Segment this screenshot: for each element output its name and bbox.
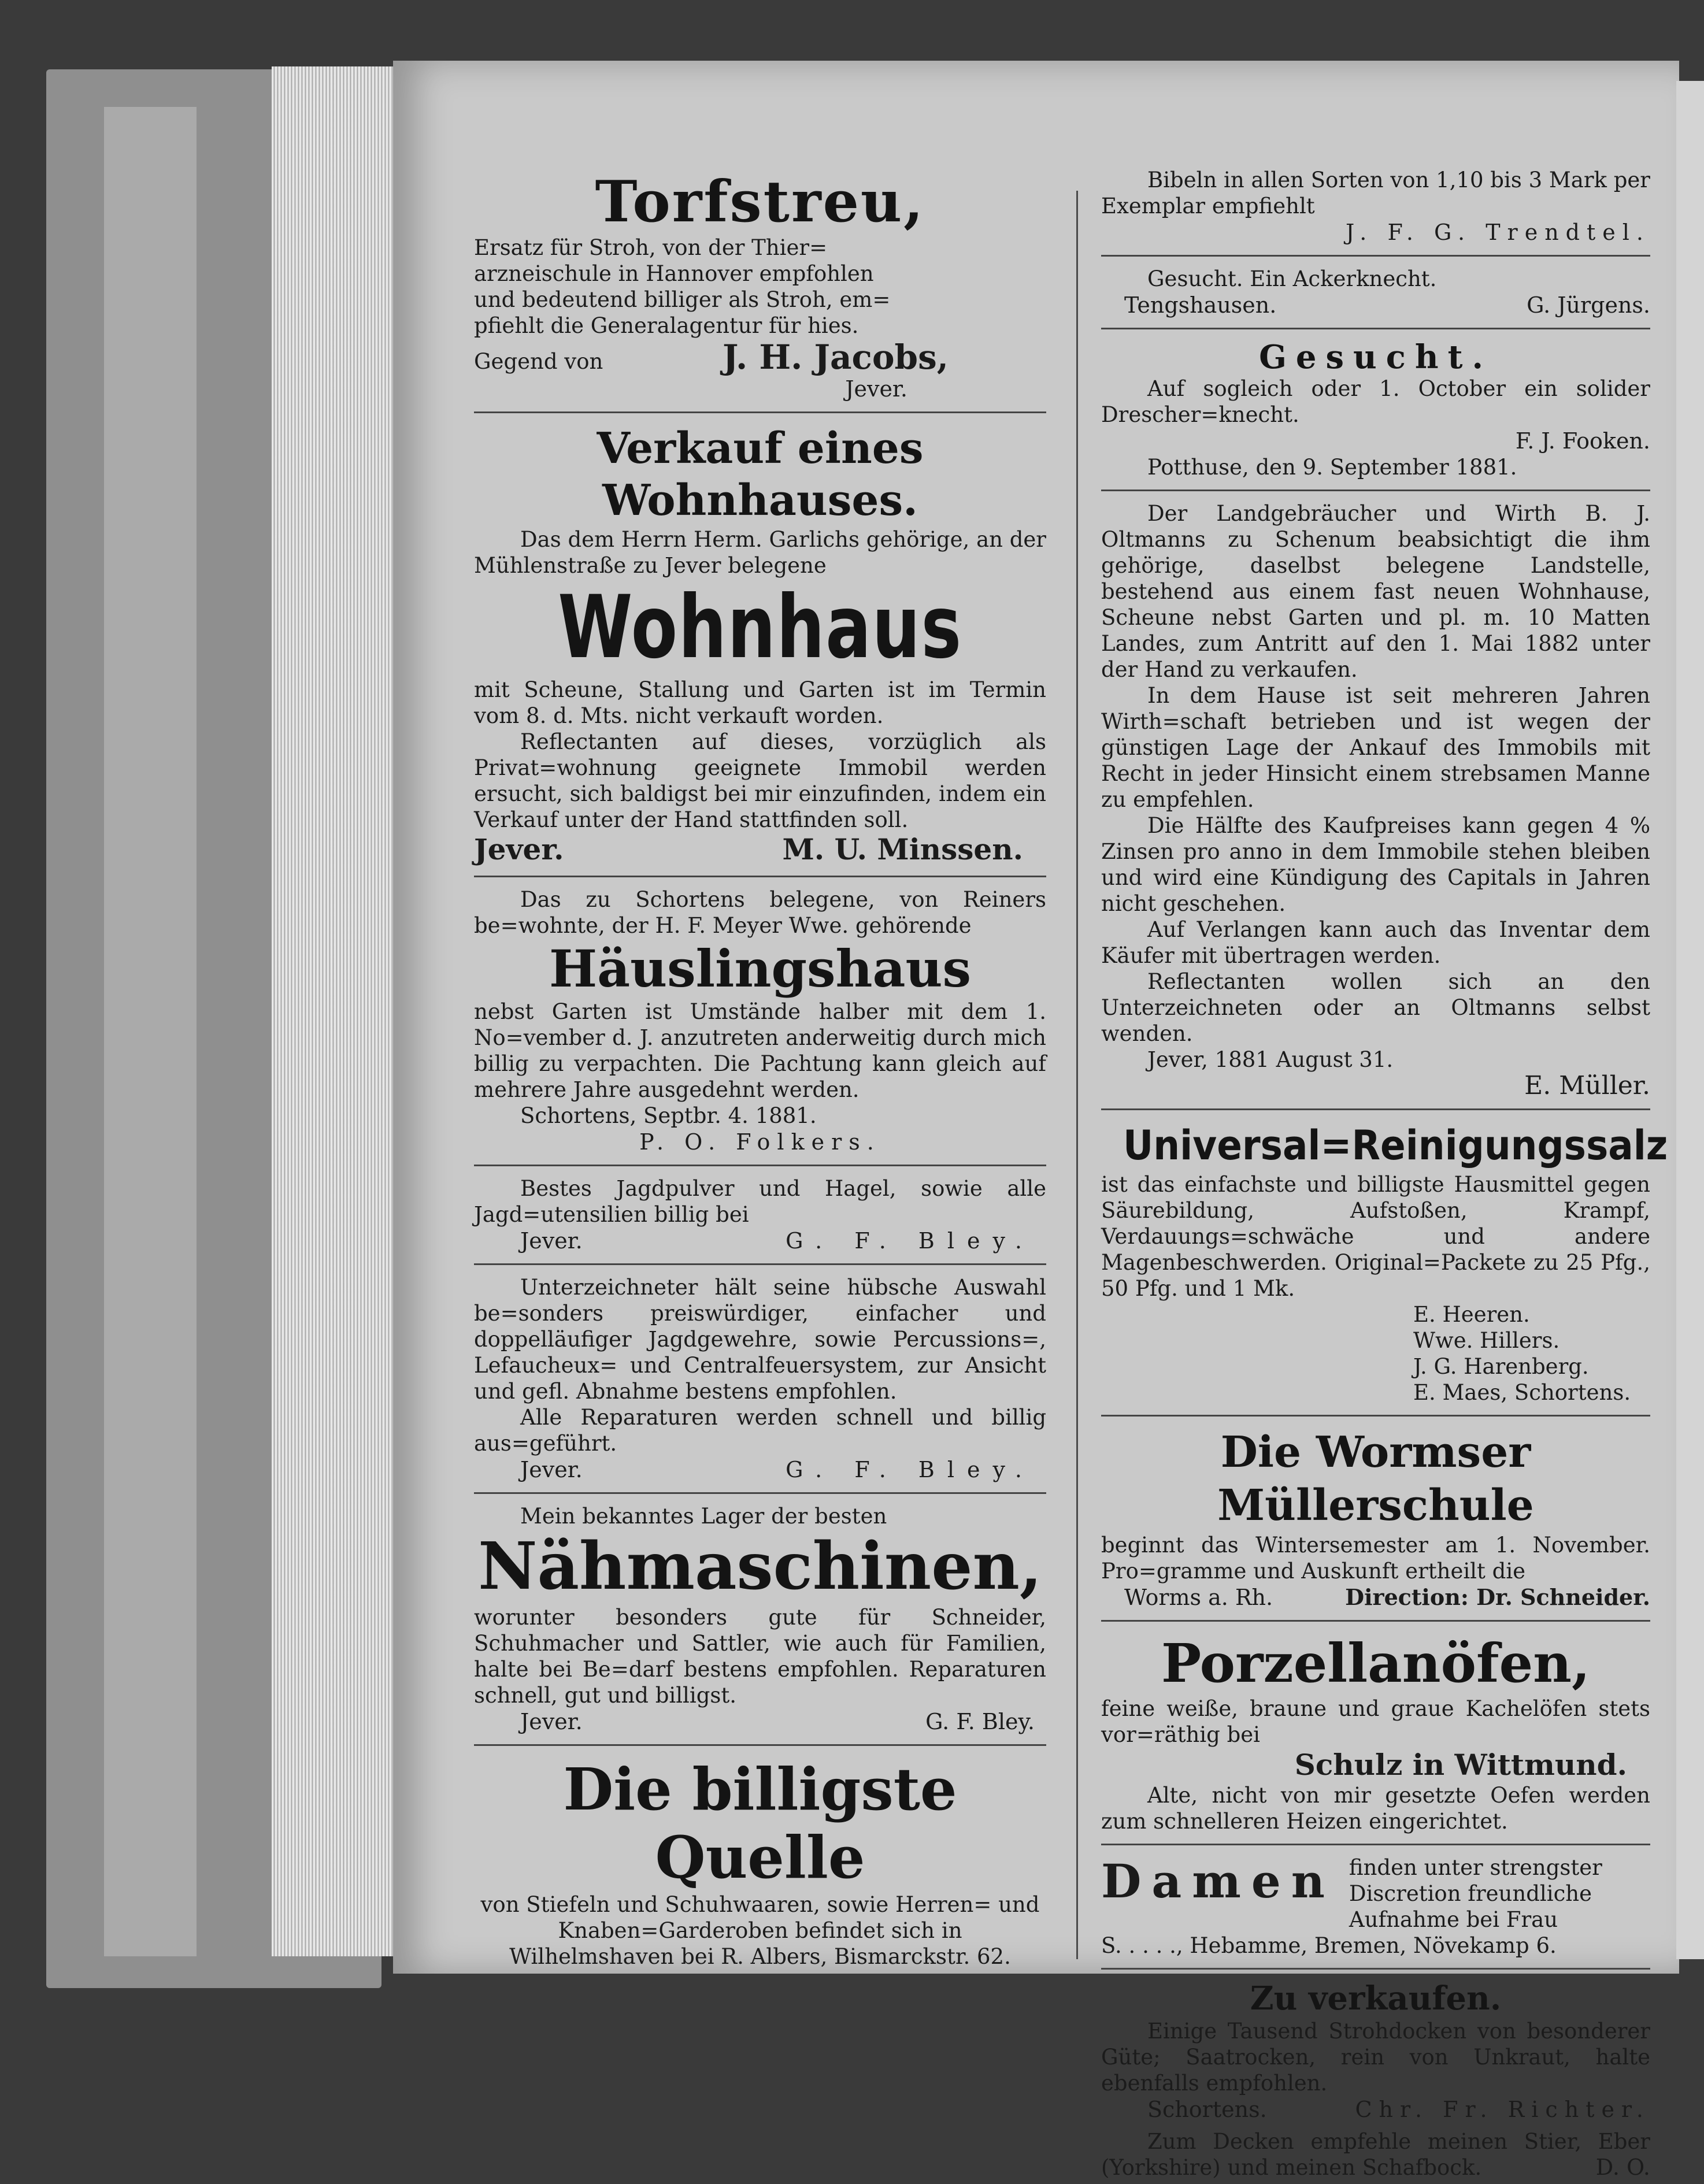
ad-body: Unterzeichneter hält seine hübsche Auswahl be=sonders preiswürdiger, einfacher und doppelläufiger Jagdgewehre, sowie Percussions=, Lefaucheux= und Centralfeuersystem, zur Ansicht und gefl. Abnahme bestens empfohlen. — [474, 1275, 1046, 1404]
ad-separator — [474, 411, 1046, 413]
ad-body: von Stiefeln und Schuhwaaren, sowie Herren= und Knaben=Garderoben befindet sich in Wilhelmshaven bei R. Albers, Bismarckstr. 62. — [480, 1892, 1040, 1969]
ad-heading: Gesucht. — [1259, 338, 1492, 376]
seller-name: E. Maes, Schortens. — [1413, 1380, 1631, 1405]
column-rule — [1076, 191, 1078, 1959]
advertiser-signature: E. Müller. — [1524, 1071, 1650, 1100]
ad-separator — [1101, 1108, 1650, 1110]
ad-body: mit Scheune, Stallung und Garten ist im Termin vom 8. d. Mts. nicht verkauft worden. — [474, 677, 1046, 728]
ad-body: Der Landgebräucher und Wirth B. J. Oltmanns zu Schenum beabsichtigt die ihm gehörige, daselbst belegene Landstelle, bestehend aus einem fast neuen Wohnhause, Scheune nebst Garten und pl. m. 10 Matten Landes, zum Antritt auf den 1. Mai 1882 unter der Hand zu verkaufen. — [1101, 501, 1650, 682]
ad-separator — [1101, 1415, 1650, 1417]
ad-heading: Nähmaschinen, — [478, 1529, 1042, 1604]
ad-naehmaschinen — [474, 1501, 1046, 1738]
advertiser-place: Jever. — [474, 832, 564, 866]
ad-body: beginnt das Wintersemester am 1. November. Pro=gramme und Auskunft ertheilt die — [1101, 1533, 1650, 1584]
advertiser-signature: J. F. G. Trendtel. — [1346, 220, 1650, 245]
ad-separator — [1101, 1968, 1650, 1970]
ad-heading: Zu verkaufen. — [1250, 1979, 1502, 2018]
seller-name: J. G. Harenberg. — [1413, 1354, 1589, 1379]
ad-body: feine weiße, braune und graue Kachelöfen stets vor=räthig bei — [1101, 1696, 1650, 1747]
ad-heading: Die Wormser Müllerschule — [1217, 1427, 1534, 1530]
ad-body: S. . . . ., Hebamme, Bremen, Növekamp 6. — [1101, 1933, 1557, 1958]
facing-page-edge — [1676, 81, 1704, 1959]
advertiser-place: Jever. — [520, 1709, 583, 1734]
ad-universal-reinigungssalz — [1101, 1117, 1668, 1409]
left-column — [474, 168, 1046, 1973]
advertiser-signature: F. J. Fooken. — [1515, 428, 1650, 454]
ad-body: finden unter strengster Discretion freundliche Aufnahme bei Frau — [1349, 1855, 1602, 1932]
book-cover-inner — [104, 107, 197, 1956]
advertiser-place: Jever. — [845, 376, 907, 402]
ad-display-word: Wohnhaus — [558, 577, 962, 678]
ad-body: Alle Reparaturen werden schnell und billig aus=geführt. — [474, 1405, 1046, 1456]
ad-heading: Universal=Reinigungssalz — [1123, 1122, 1668, 1169]
advertiser-place: Worms a. Rh. — [1124, 1585, 1273, 1610]
ad-billigste-quelle — [474, 1753, 1046, 1973]
advertiser-place: Schortens. — [1147, 2097, 1267, 2122]
advertiser-place: Jever. — [520, 1228, 583, 1254]
ad-intro: Das zu Schortens belegene, von Reiners be=wohnte, der H. F. Meyer Wwe. gehörende — [474, 887, 1046, 938]
right-column — [1101, 165, 1668, 2184]
ad-separator — [1101, 1844, 1650, 1845]
ad-intro: Das dem Herrn Herm. Garlichs gehörige, an der Mühlenstraße zu Jever belegene — [474, 527, 1046, 578]
ad-separator — [474, 1492, 1046, 1494]
advertiser-place: Tengshausen. — [1124, 292, 1277, 318]
advertiser-signature: G. Jürgens. — [1527, 292, 1650, 318]
ad-note: Alte, nicht von mir gesetzte Oefen werden zum schnelleren Heizen eingerichtet. — [1101, 1783, 1650, 1834]
ad-zu-verkaufen — [1101, 1977, 1650, 2126]
ad-heading: Torfstreu, — [595, 169, 925, 235]
ad-separator — [474, 876, 1046, 877]
advertiser-place: Jever. — [520, 1457, 583, 1482]
advertiser-signature: Chr. Fr. Richter. — [1355, 2097, 1650, 2122]
advertiser-signature: G. F. Bley. — [925, 1709, 1035, 1734]
advertiser-signature: J. H. Jacobs, — [723, 338, 949, 377]
seller-name: E. Heeren. — [1413, 1302, 1530, 1327]
ad-separator — [474, 1263, 1046, 1265]
ad-separator — [474, 1165, 1046, 1166]
ad-damen — [1101, 1852, 1650, 1962]
ad-haeuslingshaus — [474, 884, 1046, 1159]
advertiser-signature: M. U. Minssen. — [782, 832, 1023, 866]
ad-line: pfiehlt die Generalagentur für hies. — [474, 313, 859, 338]
ad-body: Auf Verlangen kann auch das Inventar dem Käufer mit übertragen werden. — [1101, 917, 1650, 968]
ad-porzellanoefen — [1101, 1629, 1650, 1838]
ad-verkauf-wohnhaus — [474, 420, 1046, 870]
advertiser-signature: P. O. Folkers. — [639, 1129, 881, 1155]
ad-heading: Damen — [1101, 1854, 1335, 1908]
ad-bibeln — [1101, 165, 1650, 249]
ad-separator — [1101, 1620, 1650, 1622]
ad-wormser-muellerschule — [1101, 1423, 1650, 1614]
ad-heading: Häuslingshaus — [549, 939, 972, 999]
advertiser-signature: Schulz in Wittmund. — [1294, 1748, 1627, 1782]
ad-date: Potthuse, den 9. September 1881. — [1147, 455, 1517, 480]
ad-line: arzneischule in Hannover empfohlen — [474, 261, 874, 286]
ad-separator — [474, 1744, 1046, 1746]
ad-gesucht-drescherknecht — [1101, 336, 1650, 484]
ad-separator — [1101, 255, 1650, 257]
page-edges — [272, 66, 393, 1956]
ad-line: und bedeutend billiger als Stroh, em= — [474, 287, 891, 312]
ad-gesucht-ackerknecht — [1101, 264, 1650, 322]
ad-jagdgewehre — [474, 1272, 1046, 1486]
ad-body: Zum Decken empfehle meinen Stier, Eber (Yorkshire) und meinen Schafbock. — [1101, 2129, 1650, 2180]
ad-body: Einige Tausend Strohdocken von besonderer Güte; Saatrocken, rein von Unkraut, halte ebenfalls empfohlen. — [1101, 2019, 1650, 2096]
ad-date: Jever, 1881 August 31. — [1147, 1047, 1394, 1072]
advertiser-signature: G. F. Bley. — [786, 1228, 1035, 1254]
ad-separator — [1101, 328, 1650, 329]
ad-body: Bibeln in allen Sorten von 1,10 bis 3 Mark per Exemplar empfiehlt — [1101, 168, 1650, 218]
advertiser-signature: G. F. Bley. — [786, 1457, 1035, 1482]
ad-heading: Porzellanöfen, — [1161, 1632, 1591, 1694]
ad-heading: Die billigste Quelle — [563, 1755, 957, 1892]
advertiser-signature: Direction: Dr. Schneider. — [1345, 1584, 1650, 1610]
ad-body: nebst Garten ist Umstände halber mit dem 1. No=vember d. J. anzutreten anderweitig durch mich billig zu verpachten. Die Pachtung kann gleich auf mehrere Jahre ausgedehnt werden. — [474, 999, 1046, 1102]
ad-heading: Verkauf eines Wohnhauses. — [597, 424, 924, 525]
seller-name: Wwe. Hillers. — [1413, 1328, 1560, 1353]
ad-line: Gegend von — [474, 349, 603, 374]
ad-torfstreu — [474, 168, 1046, 406]
ad-body: Die Hälfte des Kaufpreises kann gegen 4 % Zinsen pro anno in dem Immobile stehen bleiben und wird eine Kündigung des Capitals in Jahren nicht geschehen. — [1101, 813, 1650, 916]
advertiser-signature: D. O. — [1595, 2155, 1650, 2180]
ad-body: ist das einfachste und billigste Hausmittel gegen Säurebildung, Aufstoßen, Krampf, Verdauungs=schwäche und andere Magenbeschwerden. Original=Packete zu 25 Pfg., 50 Pfg. und 1 Mk. — [1101, 1172, 1650, 1301]
ad-intro: Mein bekanntes Lager der besten — [520, 1504, 887, 1529]
ad-body: Gesucht. Ein Ackerknecht. — [1147, 266, 1437, 291]
seller-list — [1101, 1301, 1650, 1406]
ad-line: Ersatz für Stroh, von der Thier= — [474, 235, 828, 260]
ad-jagdpulver — [474, 1173, 1046, 1258]
ad-body: Bestes Jagdpulver und Hagel, sowie alle Jagd=utensilien billig bei — [474, 1176, 1046, 1227]
ad-body: Reflectanten wollen sich an den Unterzeichneten oder an Oltmanns selbst wenden. — [1101, 969, 1650, 1046]
ad-body: Auf sogleich oder 1. October ein solider Drescher=knecht. — [1101, 376, 1650, 427]
ad-body: Reflectanten auf dieses, vorzüglich als Privat=wohnung geeignete Immobil werden ersucht, sich baldigst bei mir einzufinden, indem ein Verkauf unter der Hand stattfinden soll. — [474, 729, 1046, 832]
ad-separator — [1101, 490, 1650, 491]
ad-landstelle — [1101, 498, 1650, 1103]
ad-stier — [1101, 2126, 1650, 2184]
ad-date: Schortens, Septbr. 4. 1881. — [520, 1103, 817, 1128]
ad-body: In dem Hause ist seit mehreren Jahren Wirth=schaft betrieben und ist wegen der günstigen Lage der Ankauf des Immobils mit Recht in jeder Hinsicht einem strebsamen Manne zu empfehlen. — [1101, 683, 1650, 812]
ad-body: worunter besonders gute für Schneider, Schuhmacher und Sattler, wie auch für Familien, halte bei Be=darf bestens empfohlen. Reparaturen schnell, gut und billigst. — [474, 1605, 1046, 1708]
